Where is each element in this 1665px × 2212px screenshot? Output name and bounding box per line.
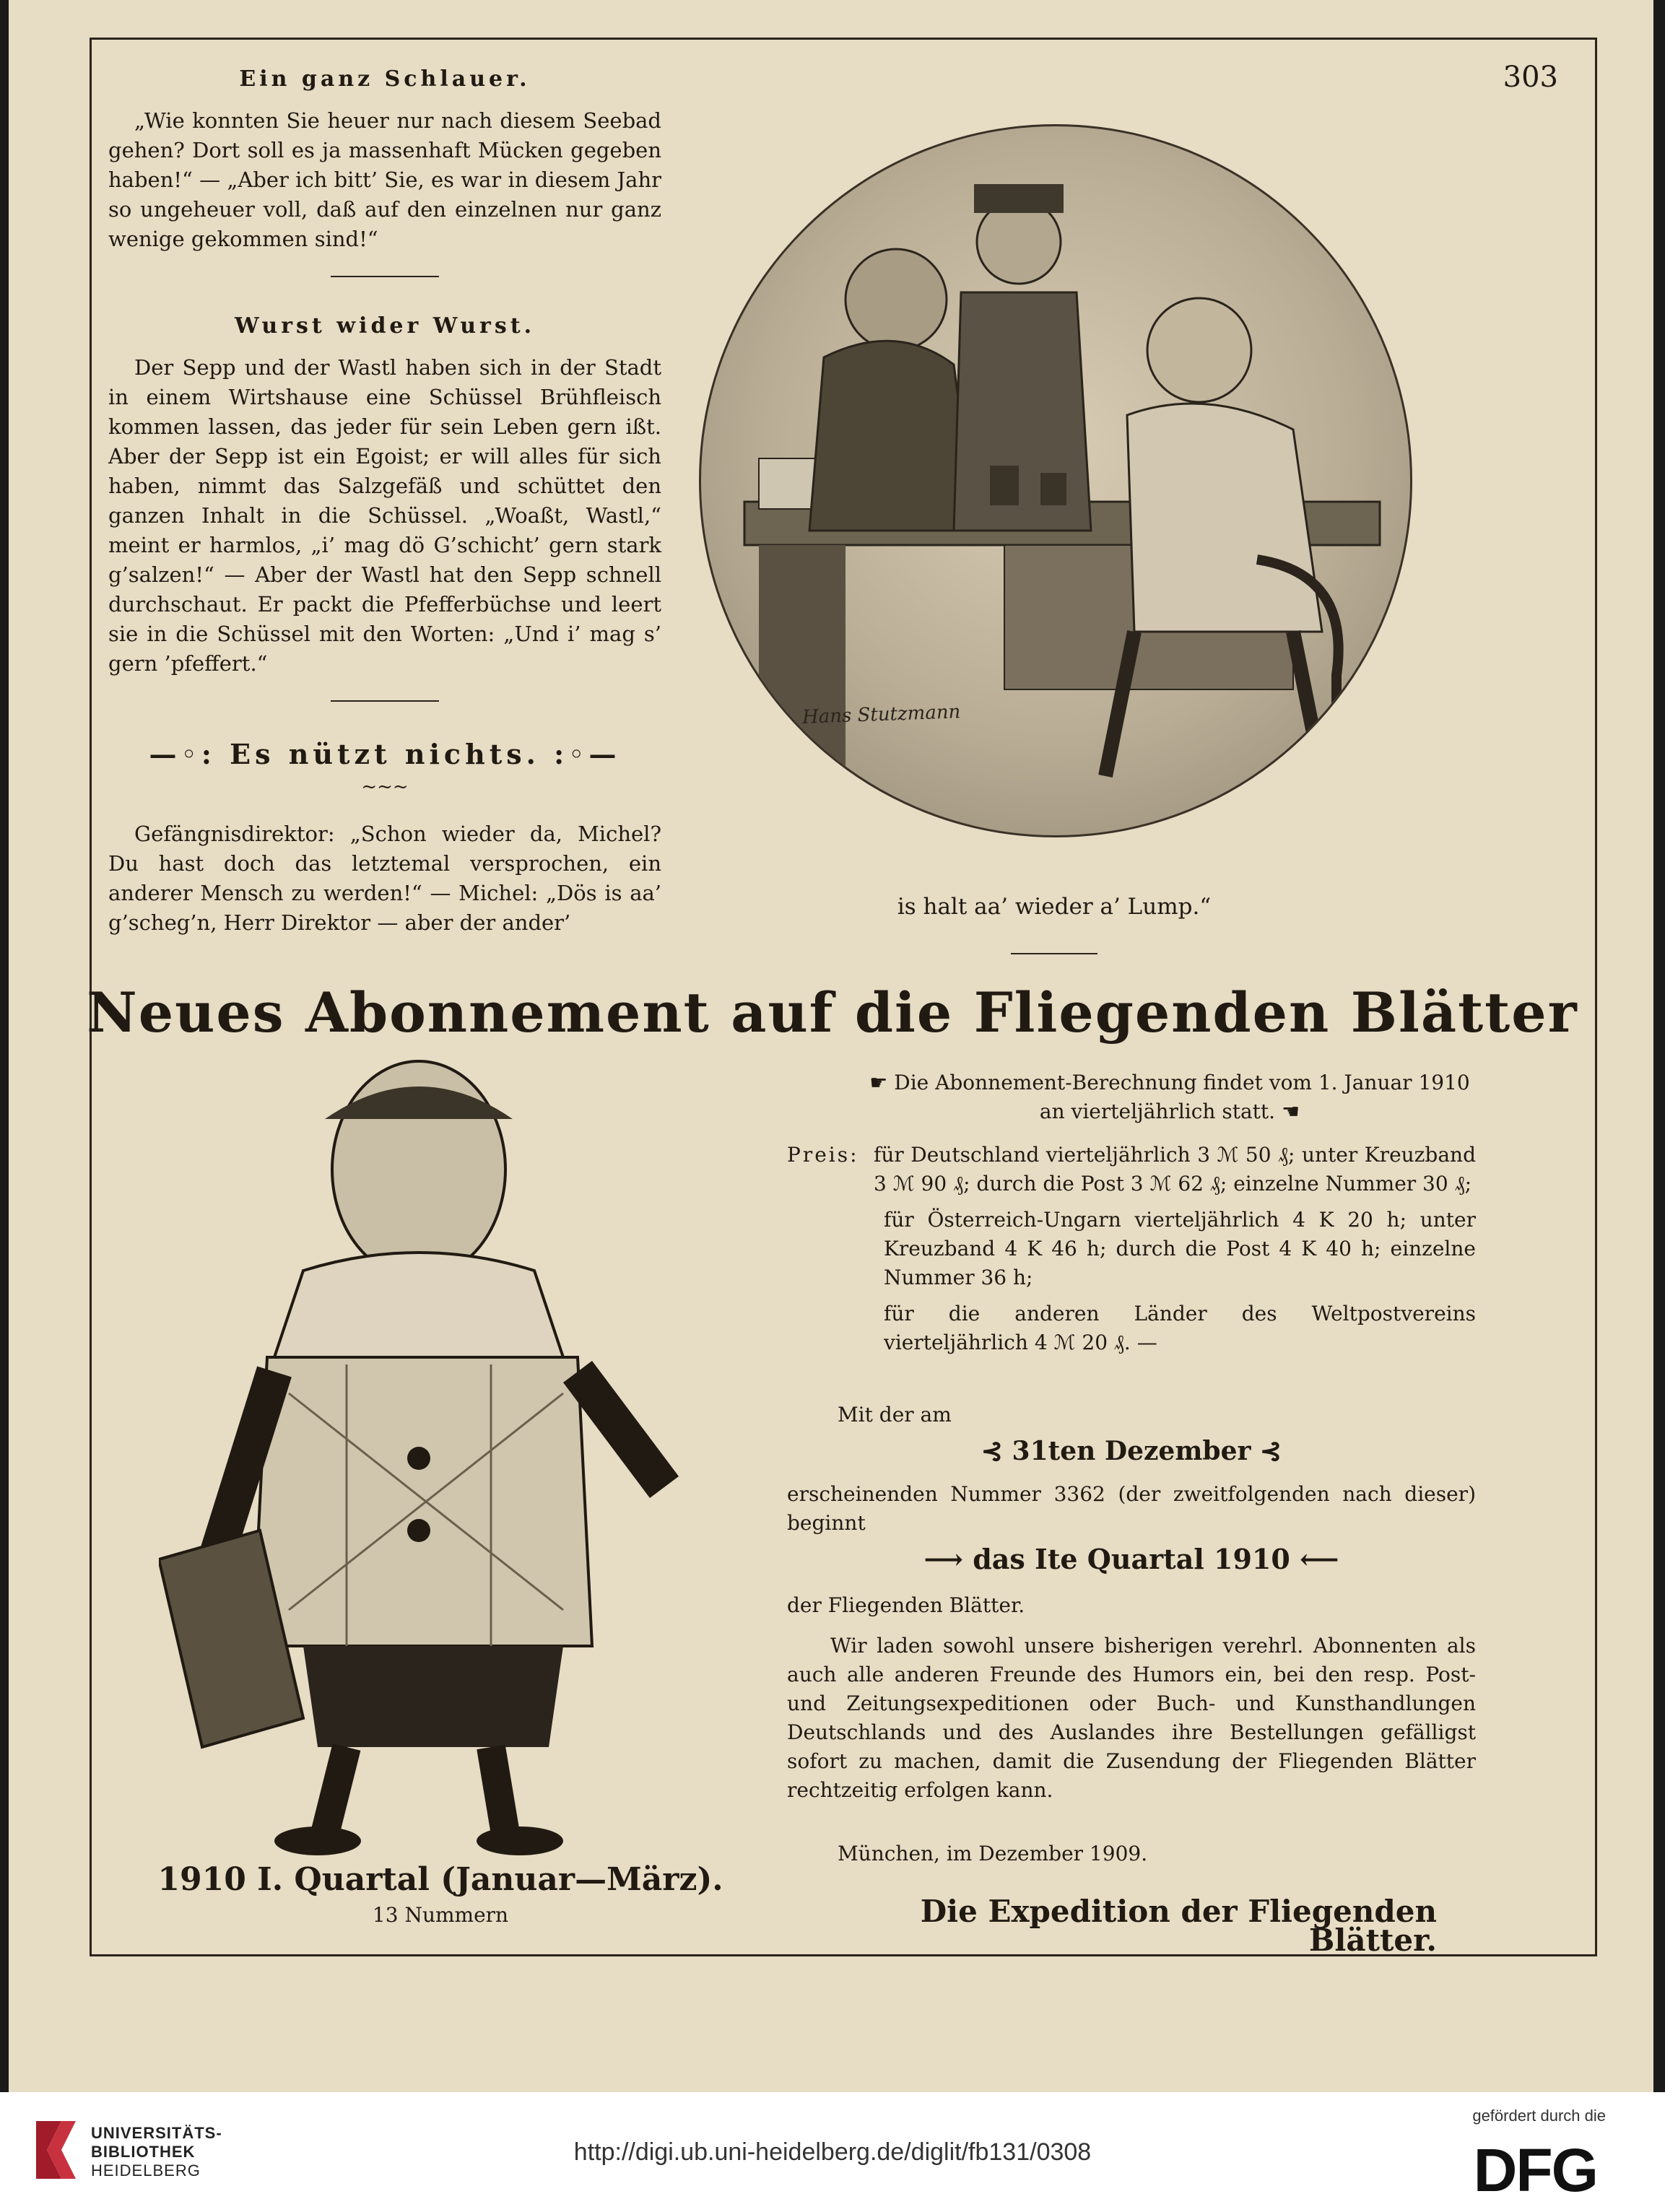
- invitation-text: Wir laden sowohl unsere bisherigen verehrl. Abonnenten als auch alle anderen Freunde des Humors ein, bei den resp. Post- und Zeitungsexpeditionen oder Buch- und Kunsthandlungen Deutschlands und des Auslandes ihre Bestellungen gefälligst sofort zu machen, damit die Zusendung der Fliegenden Blätter rechtzeitig erfolgen kann.: [787, 1634, 1476, 1802]
- page-number: 303: [1503, 61, 1558, 94]
- with-the: Mit der am: [838, 1403, 952, 1427]
- left-column: [108, 66, 661, 938]
- price-block: [787, 1141, 1476, 1357]
- divider: [331, 276, 439, 277]
- announcement-title: Neues Abonnement auf die Fliegenden Blätter: [87, 980, 1578, 1045]
- story-text: „Wie konnten Sie heuer nur nach diesem Seebad gehen? Dort soll es ja massenhaft Mücken gegeben haben!“ — „Aber ich bitt’ Sie, es war in diesem Jahr so ungeheuer voll, daß auf den einzelnen nur ganz wenige gekommen sind!“: [108, 108, 661, 251]
- date-line: ⊰ 31ten Dezember ⊰: [981, 1436, 1282, 1466]
- source-url-link[interactable]: http://digi.ub.uni-heidelberg.de/diglit/fb131/0308: [573, 2138, 1092, 2166]
- place-date: München, im Dezember 1909.: [838, 1842, 1148, 1865]
- story-title: Wurst wider Wurst.: [234, 313, 536, 339]
- dfg-logo: DFG: [1473, 2136, 1597, 2204]
- divider: [1011, 953, 1097, 954]
- price-germany: für Deutschland vierteljährlich 3 ℳ 50 ₰; unter Kreuzband 3 ℳ 90 ₰; durch die Post 3 ℳ 62 ₰; einzelne Nummer 30 ₰;: [874, 1143, 1476, 1196]
- figure-caption: 1910 I. Quartal (Januar—März).: [157, 1861, 723, 1898]
- illustration-drawing: [701, 126, 1410, 835]
- circular-illustration: [699, 124, 1412, 837]
- institution-line: BIBLIOTHEK: [91, 2143, 196, 2161]
- footer-bar: [0, 2092, 1665, 2212]
- artist-signature: Hans Stutzmann: [801, 701, 961, 728]
- illustration-caption: is halt aa’ wieder a’ Lump.“: [897, 894, 1212, 920]
- price-austria: für Österreich-Ungarn vierteljährlich 4 K 20 h; unter Kreuzband 4 K 46 h; durch die Post 4 K 40 h; einzelne Nummer 36 h;: [884, 1208, 1476, 1289]
- figure-subcaption: 13 Nummern: [372, 1903, 509, 1927]
- jester-drawing: [159, 1054, 729, 1863]
- announcement-intro: ☛ Die Abonnement-Berechnung findet vom 1. Januar 1910 an vierteljährlich statt. ☚: [869, 1071, 1470, 1123]
- price-label: Preis:: [787, 1143, 859, 1167]
- story-text: Der Sepp und der Wastl haben sich in der Stadt in einem Wirtshause eine Schüssel Brühfleisch kommen lassen, das jeder für sein Leben gern ißt. Aber der Sepp ist ein Egoist; er will alles für sich haben, nimmt das Salzgefäß und schüttet den ganzen Inhalt in die Schüssel. „Woaßt, Wastl,“ meint er harmlos, „i’ mag dö G’schicht’ gern stark g’salzen!“ — Aber der Wastl hat den Sepp schnell durchschaut. Er packt die Pfefferbüchse und leert sie in die Schüssel mit den Worten: „Und i’ mag s’ gern ’pfeffert.“: [108, 355, 661, 676]
- jester-illustration: [159, 1054, 729, 1863]
- story-title: Ein ganz Schlauer.: [239, 66, 531, 92]
- price-other: für die anderen Länder des Weltpostvereins vierteljährlich 4 ℳ 20 ₰. —: [884, 1302, 1476, 1354]
- story-text: Gefängnisdirektor: „Schon wieder da, Michel? Du hast doch das letztemal versprochen, ein anderer Mensch zu werden!“ — Michel: „Dös is aa’ g’scheg’n, Herr Direktor — aber der ander’: [108, 822, 661, 935]
- of-the: der Fliegenden Blätter.: [787, 1593, 1025, 1617]
- ornament: ~~~: [361, 776, 409, 798]
- signoff: Die Expedition der Fliegenden Blätter.: [920, 1894, 1437, 1958]
- institution-line: UNIVERSITÄTS-: [91, 2124, 222, 2142]
- story-title: —◦: Es nützt nichts. :◦—: [149, 738, 621, 770]
- institution-line: HEIDELBERG: [91, 2161, 201, 2180]
- issue-text: erscheinenden Nummer 3362 (der zweitfolgenden nach dieser) beginnt: [787, 1482, 1476, 1535]
- funding-note: gefördert durch die: [1472, 2107, 1606, 2125]
- divider: [331, 700, 439, 702]
- quarter-line: ⟶ das Ite Quartal 1910 ⟵: [923, 1543, 1339, 1575]
